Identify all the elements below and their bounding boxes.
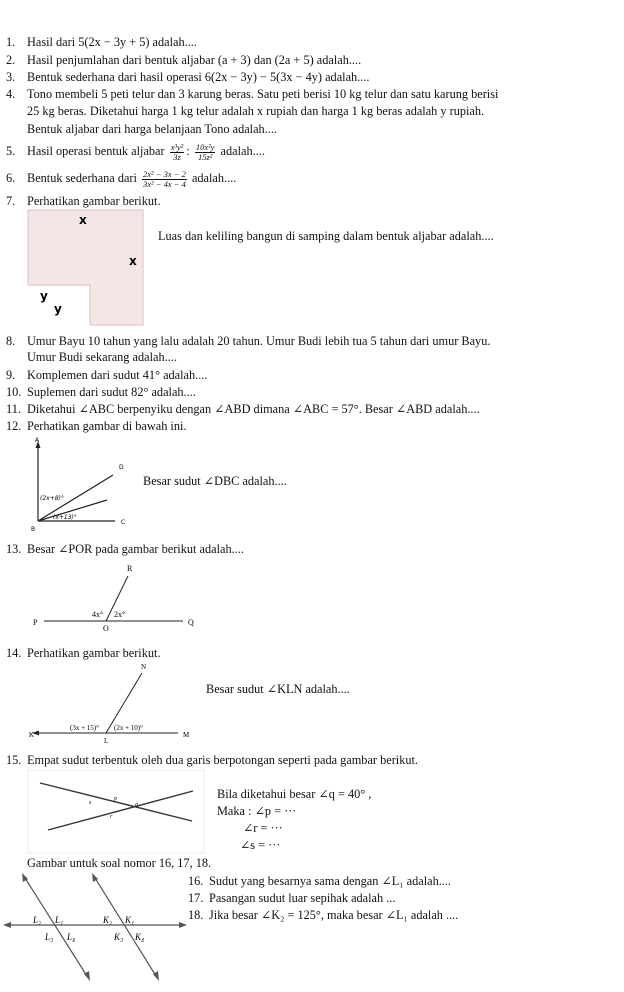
label-l4: L₄	[67, 932, 76, 942]
question-12-side-text: Besar sudut ∠DBC adalah....	[143, 474, 287, 488]
arrow-right	[179, 922, 187, 928]
question-12: 12. Perhatikan gambar di bawah ini.	[6, 419, 187, 433]
question-15-r: ∠r = ···	[243, 821, 283, 835]
label-k1: K₁	[125, 915, 135, 925]
angle-label-1: (2x+8)°	[40, 495, 64, 502]
question-2: 2. Hasil penjumlahan dari bentuk aljabar (a + 3) dan (2a + 5) adalah....	[6, 53, 362, 67]
label-k3: K₃	[114, 932, 124, 942]
arrow-left	[3, 922, 11, 928]
question-3: 3. Bentuk sederhana dari hasil operasi 6(2x − 3y) − 5(3x − 4y) adalah....	[6, 70, 370, 84]
label-l2: L₂	[33, 915, 42, 925]
fraction-6: $\frac{\text{2x² − 3x − 2}}{\text{3x² − 4x − 4}}$	[143, 168, 186, 189]
fraction-5a: $\frac{\text{x³y²}}{3z}$	[170, 141, 184, 162]
label-o: O	[103, 624, 109, 633]
question-13: 13. Besar ∠POR pada gambar berikut adalah....	[6, 542, 244, 556]
question-7: 7. Perhatikan gambar berikut.	[6, 194, 161, 208]
label-k4: K₄	[135, 932, 145, 942]
question-4-line3: Bentuk aljabar dari harga belanjaan Tono adalah....	[27, 122, 277, 136]
question-11: 11. Diketahui ∠ABC berpenyiku dengan ∠ABD dimana ∠ABC = 57°. Besar ∠ABD adalah....	[6, 402, 480, 416]
transversal-k	[95, 878, 156, 976]
label-c: C	[121, 519, 126, 526]
question-9: 9. Komplemen dari sudut 41° adalah....	[6, 368, 208, 382]
question-16: 16. Sudut yang besarnya sama dengan ∠L₁ adalah....	[188, 874, 452, 888]
question-14-side-text: Besar sudut ∠KLN adalah....	[206, 682, 350, 696]
figure-12-angle	[0, 433, 150, 533]
label-l1: L₁	[55, 915, 64, 925]
question-5: 5. Hasil operasi bentuk aljabar $\frac{\text{x³y²}}{3z}$ : $\frac{\text{10x²y}}{\text{15z²}}$ adalah....	[6, 141, 265, 162]
figure-14-angle	[0, 658, 205, 748]
label-m: M	[183, 731, 190, 739]
angle-label-2: (x+13)°	[53, 514, 77, 521]
figure-13-angle	[0, 558, 220, 633]
angle-label-2x: 2x°	[114, 610, 126, 619]
label-x-top: x	[79, 213, 87, 227]
label-r: R	[127, 564, 133, 573]
question-14: 14. Perhatikan gambar berikut.	[6, 646, 161, 660]
question-15-s: ∠s = ···	[240, 838, 281, 852]
label-k2: K₂	[103, 915, 113, 925]
label-k: K	[29, 731, 35, 739]
label-n: N	[141, 663, 147, 671]
question-8-line2: Umur Budi sekarang adalah....	[27, 350, 177, 364]
question-15: 15. Empat sudut terbentuk oleh dua garis berpotongan seperti pada gambar berikut.	[6, 753, 418, 767]
question-15-p: Maka : ∠p = ···	[217, 804, 297, 818]
label-l3: L₃	[45, 932, 54, 942]
question-6: 6. Bentuk sederhana dari $\frac{\text{2x² − 3x − 2}}{\text{3x² − 4x − 4}}$ adalah....	[6, 168, 237, 189]
label-y-left: y	[40, 289, 48, 303]
transversal-l	[25, 878, 87, 976]
question-4: 4. Tono membeli 5 peti telur dan 3 karung beras. Satu peti berisi 10 kg telur dan satu karung berisi	[6, 87, 499, 101]
figure-15-intersecting-lines	[0, 768, 210, 856]
question-8: 8. Umur Bayu 10 tahun yang lalu adalah 20 tahun. Umur Budi lebih tua 5 tahun dari umur Bayu.	[6, 334, 491, 348]
label-b: B	[31, 526, 36, 533]
figure-7-l-shape	[0, 205, 160, 330]
question-4-line2: 25 kg beras. Diketahui harga 1 kg telur adalah x rupiah dan harga 1 kg beras adalah y rupiah.	[27, 104, 485, 118]
angle-label-4x: 4x°	[92, 610, 104, 619]
label-r: r	[110, 814, 113, 820]
label-y-bottom: y	[54, 302, 62, 316]
question-15-given: Bila diketahui besar ∠q = 40° ,	[217, 787, 372, 801]
fraction-5b: $\frac{\text{10x²y}}{\text{15z²}}$	[195, 141, 215, 162]
label-l: L	[104, 737, 109, 745]
label-x-right: x	[129, 254, 137, 268]
caption-16-18: Gambar untuk soal nomor 16, 17, 18.	[27, 856, 212, 870]
label-s: s	[89, 800, 92, 806]
figure-16-parallel-lines	[0, 868, 190, 986]
question-18: 18. Jika besar ∠K₂ = 125°, maka besar ∠L₁ adalah ....	[188, 908, 459, 922]
question-7-side-text: Luas dan keliling bangun di samping dalam bentuk aljabar adalah....	[158, 229, 494, 243]
label-d: D	[119, 464, 124, 471]
label-p: p	[114, 796, 117, 802]
label-a: A	[35, 437, 40, 444]
l-shape	[28, 210, 143, 325]
question-1: 1. Hasil dari 5(2x − 3y + 5) adalah....	[6, 35, 197, 49]
label-q: q	[135, 802, 138, 808]
label-q: Q	[188, 618, 194, 627]
angle-label-2: (2x + 10)°	[114, 724, 143, 732]
question-17: 17. Pasangan sudut luar sepihak adalah ...	[188, 891, 396, 905]
question-10: 10. Suplemen dari sudut 82° adalah....	[6, 385, 196, 399]
angle-label-1: (3x + 15)°	[70, 724, 99, 732]
label-p: P	[33, 618, 38, 627]
